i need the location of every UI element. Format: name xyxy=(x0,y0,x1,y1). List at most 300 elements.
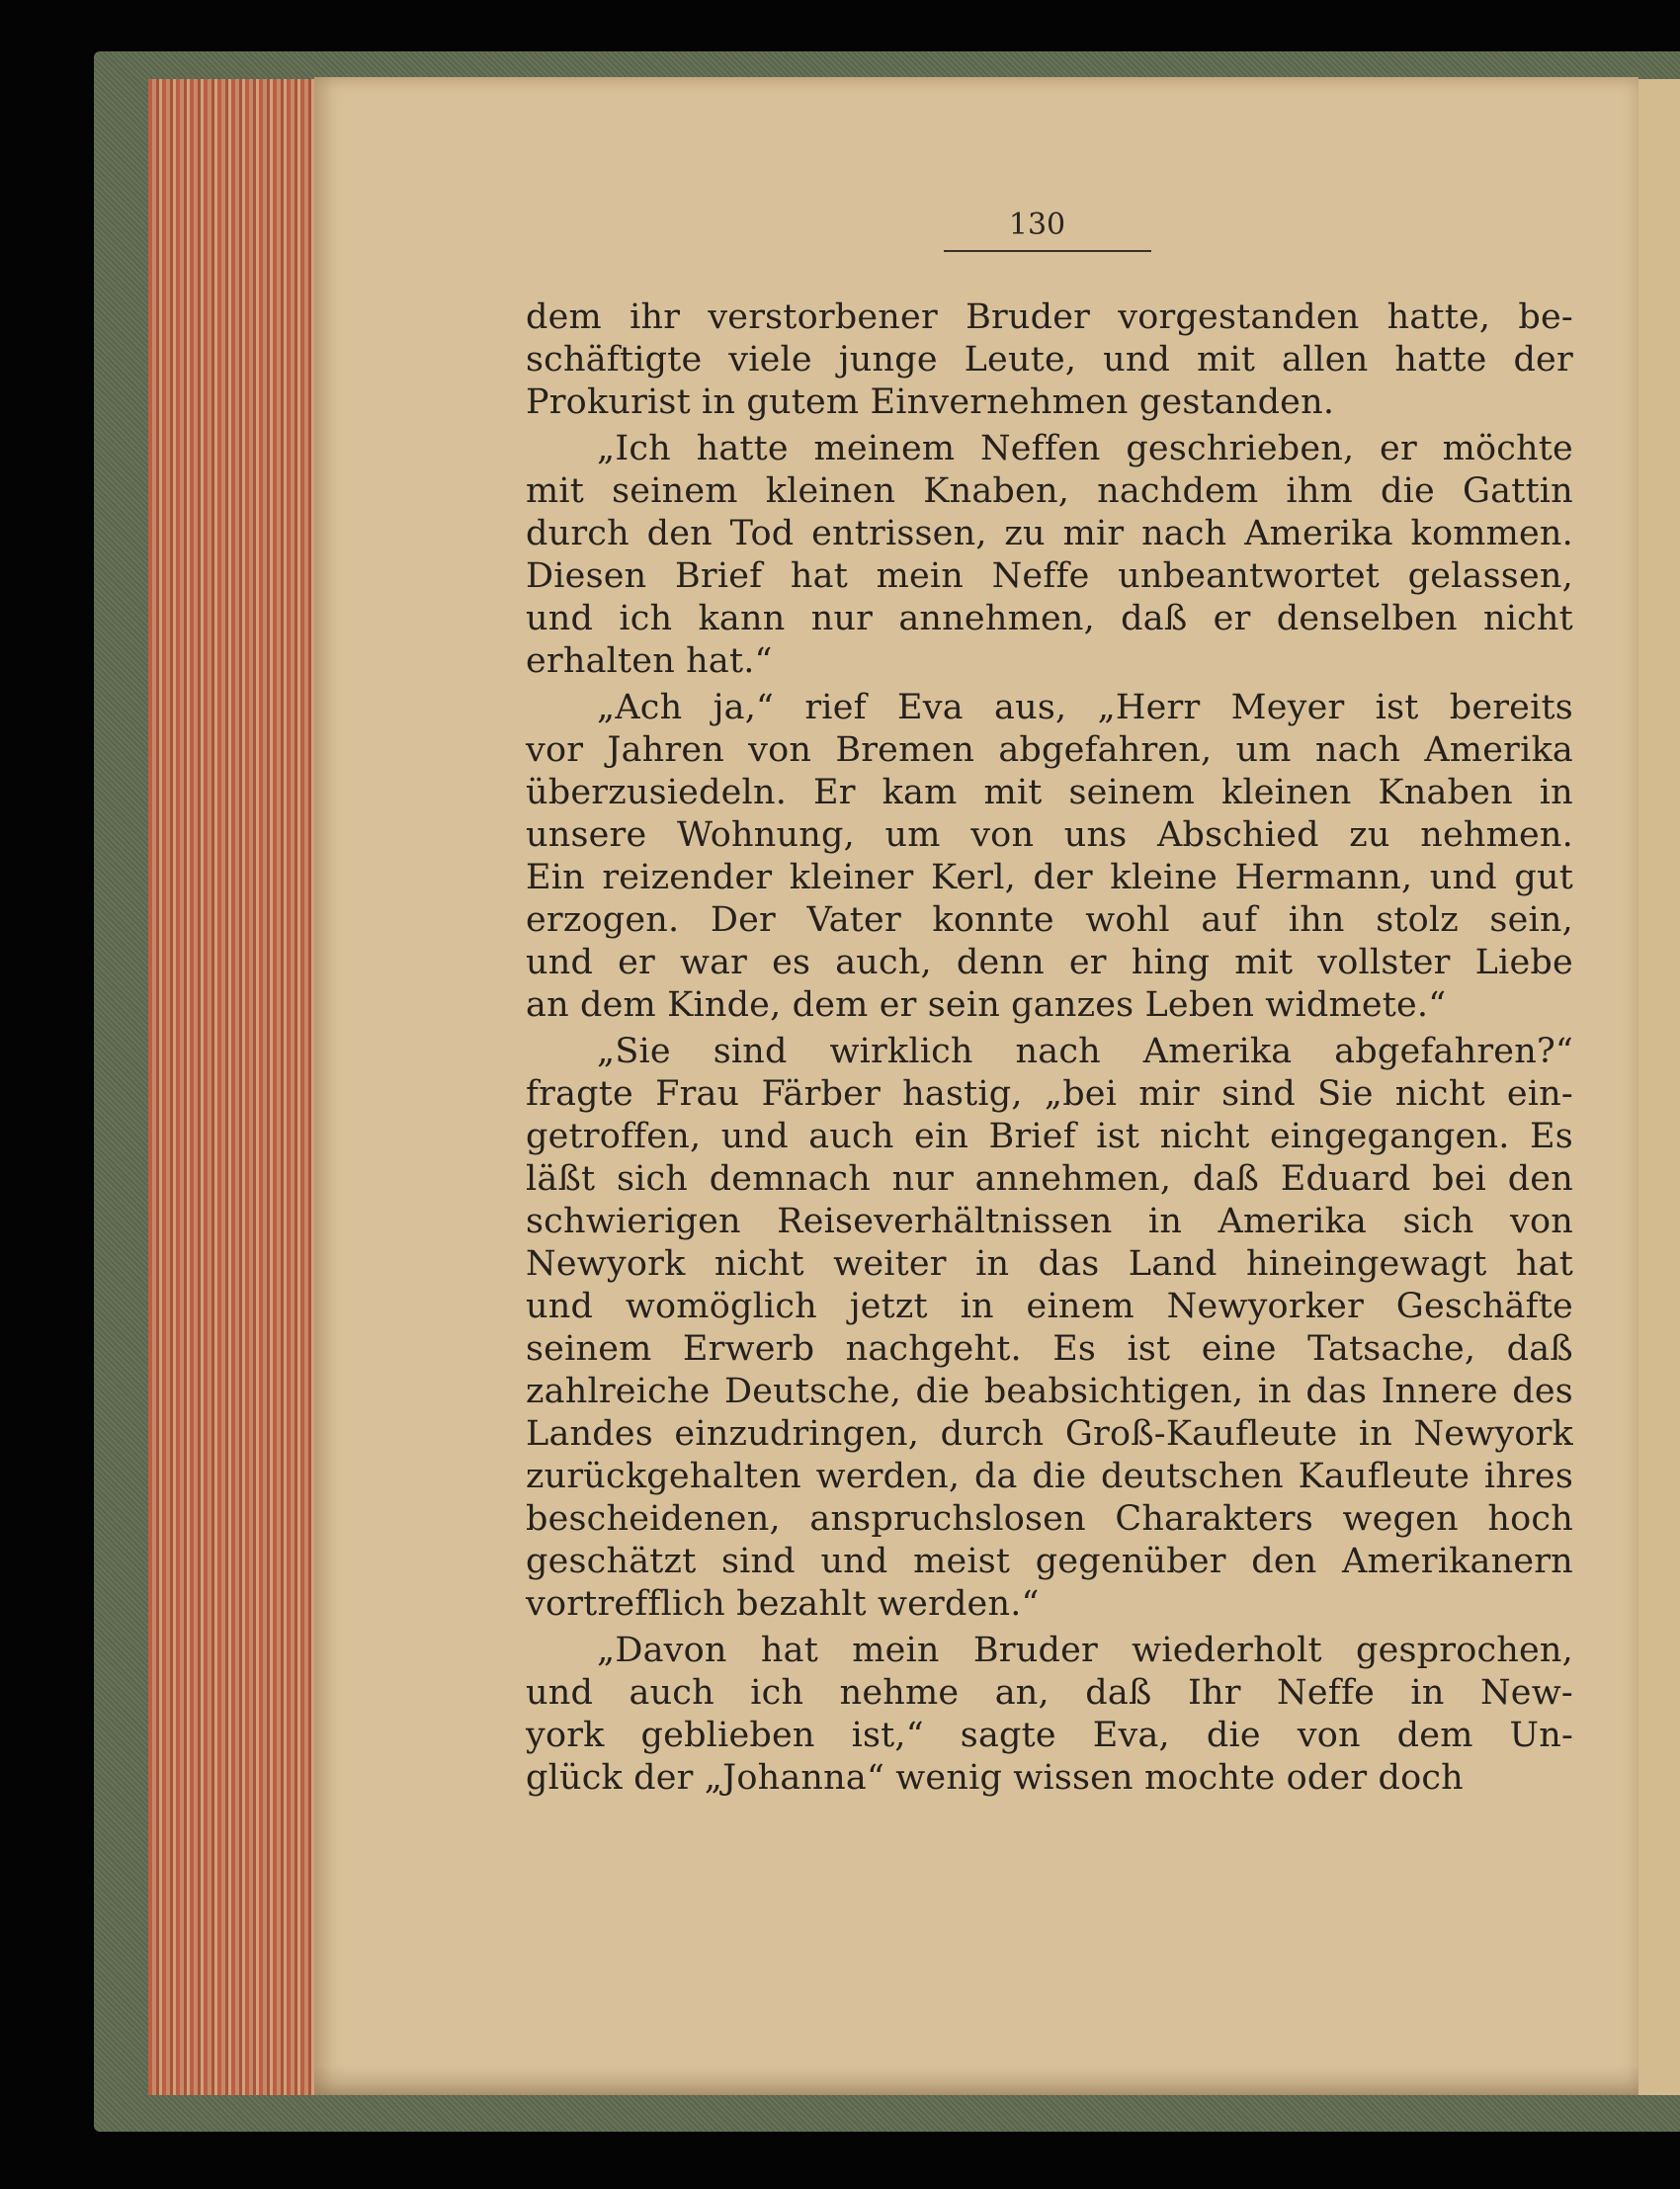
text-word: ich xyxy=(750,1673,804,1713)
text-word: weiter xyxy=(833,1244,947,1284)
text-word: Tatsache, xyxy=(1307,1329,1476,1369)
text-word: Un- xyxy=(1509,1716,1573,1755)
text-word: „Ich xyxy=(597,429,671,468)
text-line xyxy=(526,598,1573,640)
text-word: doch xyxy=(1378,1758,1464,1798)
text-word: „Johanna“ xyxy=(704,1758,885,1798)
text-word: läßt xyxy=(526,1159,596,1199)
text-word: der xyxy=(633,1758,694,1798)
text-word: hing xyxy=(1131,943,1211,982)
text-word: kleinen xyxy=(1220,773,1352,812)
text-word: erhalten xyxy=(526,641,675,681)
text-word: zurückgehalten xyxy=(526,1457,801,1496)
text-word: vor xyxy=(526,730,584,770)
text-word: Meyer xyxy=(1230,688,1345,727)
text-word: nach xyxy=(1314,730,1401,770)
text-word: rief xyxy=(804,688,867,727)
text-word: hat xyxy=(760,1631,818,1670)
text-word: nur xyxy=(810,599,874,638)
text-word: überzusiedeln. xyxy=(526,773,788,812)
text-word: zahlreiche xyxy=(526,1372,711,1411)
text-line xyxy=(526,1630,1573,1672)
text-word: vorgestanden xyxy=(1118,297,1360,337)
text-word: mein xyxy=(852,1631,940,1670)
text-word: erzogen. xyxy=(526,900,680,940)
text-word: denn xyxy=(956,943,1045,982)
text-word: Jahren xyxy=(607,730,724,770)
text-word: in xyxy=(702,382,736,422)
text-word: Er xyxy=(812,773,856,812)
text-line xyxy=(526,1541,1573,1583)
text-word: mochte xyxy=(1143,1758,1276,1798)
text-word: ihres xyxy=(1483,1457,1573,1496)
text-line xyxy=(526,470,1573,513)
text-word: auf xyxy=(1201,900,1258,940)
text-word: fragte xyxy=(526,1074,633,1114)
text-word: daß xyxy=(1121,599,1188,638)
text-word: den xyxy=(1251,1542,1317,1581)
text-word: und xyxy=(820,1542,888,1581)
text-word: gutem xyxy=(746,382,860,422)
text-word: nicht xyxy=(1483,599,1573,638)
text-word: Charakters xyxy=(1115,1499,1313,1539)
text-word: dem xyxy=(792,985,869,1025)
text-word: annehmen, xyxy=(898,599,1095,638)
text-word: Hermann, xyxy=(1234,858,1413,897)
text-word: in xyxy=(975,1244,1010,1284)
text-word: in xyxy=(1358,1414,1392,1454)
text-word: Newyork xyxy=(1413,1414,1573,1454)
text-word: Bruder xyxy=(972,1631,1098,1670)
text-word: demnach xyxy=(709,1159,871,1199)
text-line xyxy=(526,1158,1573,1201)
text-word: bezahlt xyxy=(736,1584,867,1624)
text-line xyxy=(526,1116,1573,1158)
text-word: annehmen, xyxy=(974,1159,1172,1199)
text-line xyxy=(526,1371,1573,1413)
text-word: seinem xyxy=(526,1329,652,1369)
text-word: Bruder xyxy=(966,297,1091,337)
text-word: Deutsche, xyxy=(723,1372,902,1411)
text-word: Liebe xyxy=(1474,943,1573,982)
text-word: Kinde, xyxy=(667,985,782,1025)
text-word: in xyxy=(1257,1372,1292,1411)
text-word: mit xyxy=(983,773,1043,812)
text-word: daß xyxy=(1506,1329,1573,1369)
text-word: dem xyxy=(580,985,656,1025)
text-line xyxy=(526,1456,1573,1498)
text-word: er xyxy=(1380,429,1417,468)
text-word: Erwerb xyxy=(682,1329,815,1369)
text-word: Vater xyxy=(806,900,901,940)
text-word: Kaufleute xyxy=(1298,1457,1470,1496)
text-word: und xyxy=(526,599,594,638)
text-word: viele xyxy=(728,340,812,379)
text-word: sich xyxy=(1402,1202,1474,1241)
page-text xyxy=(526,296,1573,1800)
text-word: daß xyxy=(1192,1159,1260,1199)
text-word: in xyxy=(1147,1202,1183,1241)
text-word: von xyxy=(970,815,1035,855)
text-word: er xyxy=(1213,599,1251,638)
red-page-edges xyxy=(148,79,326,2095)
text-word: Geschäfte xyxy=(1395,1287,1573,1326)
text-word: kam xyxy=(882,773,958,812)
text-word: Leute, xyxy=(964,340,1077,379)
text-word: gut xyxy=(1514,858,1573,897)
text-word: Amerika xyxy=(1424,730,1573,770)
text-word: aus, xyxy=(994,688,1067,727)
text-word: ja,“ xyxy=(713,688,775,727)
text-line xyxy=(526,640,1573,683)
text-word: bescheidenen, xyxy=(526,1499,781,1539)
text-word: junge xyxy=(838,340,938,379)
text-word: gesprochen, xyxy=(1355,1631,1573,1670)
text-word: oder xyxy=(1286,1758,1368,1798)
text-word: nachdem xyxy=(1097,471,1259,511)
text-word: von xyxy=(748,730,812,770)
text-word: stolz xyxy=(1376,900,1459,940)
text-word: glück xyxy=(526,1758,623,1798)
text-word: kleiner xyxy=(789,858,914,897)
text-word: in xyxy=(1539,773,1573,812)
text-word: und xyxy=(1429,858,1497,897)
text-word: Es xyxy=(1052,1329,1097,1369)
text-word: ihm xyxy=(1286,471,1353,511)
text-word: an xyxy=(526,985,569,1025)
text-word: hat xyxy=(790,556,848,596)
text-word: Sie xyxy=(1317,1074,1374,1114)
text-word: meist xyxy=(913,1542,1011,1581)
text-word: schwierigen xyxy=(526,1202,741,1241)
text-word: er xyxy=(879,985,917,1025)
text-word: werden.“ xyxy=(877,1584,1040,1624)
text-word: Reiseverhältnissen xyxy=(777,1202,1113,1241)
text-line xyxy=(526,857,1573,899)
text-word: eingegangen. xyxy=(1269,1117,1510,1156)
text-word: Knaben xyxy=(1378,773,1513,812)
text-word: da xyxy=(973,1457,1018,1496)
text-line xyxy=(526,984,1573,1027)
text-word: Brief xyxy=(674,556,763,596)
text-word: ist xyxy=(1096,1117,1140,1156)
text-word: Newyorker xyxy=(1166,1287,1364,1326)
text-line xyxy=(526,1715,1573,1757)
text-word: „Ach xyxy=(597,688,683,727)
text-word: von xyxy=(1297,1716,1361,1755)
text-word: „Herr xyxy=(1097,688,1201,727)
text-word: beabsichtigen, xyxy=(983,1372,1244,1411)
text-word: getroffen, xyxy=(526,1117,702,1156)
text-word: dem xyxy=(1396,1716,1473,1755)
text-word: kleine xyxy=(1110,858,1218,897)
text-word: das xyxy=(1038,1244,1100,1284)
text-word: hastig, xyxy=(902,1074,1023,1114)
text-word: Amerika xyxy=(1244,514,1393,553)
text-word: womöglich xyxy=(625,1287,817,1326)
text-word: unsere xyxy=(526,815,647,855)
text-line xyxy=(526,1413,1573,1456)
text-word: wegen xyxy=(1342,1499,1459,1539)
text-word: Neffe xyxy=(991,556,1090,596)
text-word: Einvernehmen xyxy=(870,382,1129,422)
text-word: konnte xyxy=(932,900,1054,940)
text-word: um xyxy=(1235,730,1292,770)
text-word: die xyxy=(1206,1716,1261,1755)
text-word: Eduard xyxy=(1280,1159,1411,1199)
text-word: allen xyxy=(1281,340,1369,379)
text-word: des xyxy=(1512,1372,1573,1411)
text-word: Wohnung, xyxy=(676,815,855,855)
text-word: jetzt xyxy=(849,1287,928,1326)
text-word: sind xyxy=(713,1032,788,1071)
text-word: es xyxy=(772,943,811,982)
text-word: New- xyxy=(1479,1673,1573,1713)
text-word: bereits xyxy=(1449,688,1573,727)
text-word: uns xyxy=(1063,815,1128,855)
text-word: Ihr xyxy=(1187,1673,1241,1713)
text-word: das xyxy=(1305,1372,1368,1411)
text-word: „Sie xyxy=(597,1032,671,1071)
text-word: ich xyxy=(619,599,673,638)
page-number: 130 xyxy=(1008,208,1066,242)
text-word: mein xyxy=(876,556,964,596)
text-word: Bremen xyxy=(835,730,975,770)
text-word: mit xyxy=(526,471,585,511)
text-word: abgefahren?“ xyxy=(1334,1032,1573,1071)
text-line xyxy=(526,1583,1573,1626)
text-line xyxy=(526,513,1573,555)
text-word: einzudringen, xyxy=(674,1414,920,1454)
text-word: Eva, xyxy=(1092,1716,1170,1755)
text-word: bei xyxy=(1432,1159,1487,1199)
text-word: die xyxy=(1032,1457,1087,1496)
text-word: Groß-Kaufleute xyxy=(1064,1414,1338,1454)
text-word: nicht xyxy=(1159,1117,1250,1156)
text-word: nicht xyxy=(714,1244,804,1284)
text-word: entrissen, xyxy=(811,514,987,553)
text-word: Amerikanern xyxy=(1342,1542,1573,1581)
text-word: reizender xyxy=(602,858,773,897)
text-word: einem xyxy=(1026,1287,1134,1326)
text-word: eine xyxy=(1201,1329,1277,1369)
text-word: gestanden. xyxy=(1138,382,1335,422)
text-word: ein xyxy=(914,1117,969,1156)
text-word: von xyxy=(1509,1202,1573,1241)
text-word: ist,“ xyxy=(851,1716,924,1755)
text-word: schäftigte xyxy=(526,340,703,379)
text-word: Prokurist xyxy=(526,382,691,422)
page-number-rule xyxy=(944,250,1151,252)
text-word: denselben xyxy=(1276,599,1458,638)
text-line xyxy=(526,687,1573,729)
page-bottom-shadow xyxy=(314,2065,1638,2095)
text-word: nach xyxy=(1015,1032,1101,1071)
text-word: wiederholt xyxy=(1132,1631,1322,1670)
text-word: Brief xyxy=(988,1117,1076,1156)
text-word: durch xyxy=(940,1414,1045,1454)
text-word: sein, xyxy=(1489,900,1573,940)
text-word: york xyxy=(526,1716,605,1755)
text-word: den xyxy=(1507,1159,1573,1199)
text-word: widmete.“ xyxy=(1265,985,1447,1025)
text-word: sind xyxy=(721,1542,796,1581)
text-word: wenig xyxy=(895,1758,1003,1798)
text-word: möchte xyxy=(1442,429,1573,468)
text-word: be- xyxy=(1518,297,1573,337)
text-word: und xyxy=(1103,340,1171,379)
text-word: er xyxy=(1068,943,1107,982)
text-word: Amerika xyxy=(1218,1202,1368,1241)
text-word: geblieben xyxy=(640,1716,815,1755)
text-word: hatte xyxy=(696,429,789,468)
text-word: kann xyxy=(698,599,786,638)
text-word: seinem xyxy=(1068,773,1195,812)
text-word: Tod xyxy=(729,514,795,553)
text-word: Amerika xyxy=(1142,1032,1293,1071)
text-word: und xyxy=(526,943,594,982)
text-word: Neffen xyxy=(979,429,1101,468)
text-word: vortrefflich xyxy=(526,1584,725,1624)
text-word: er xyxy=(618,943,655,982)
text-word: der xyxy=(1513,340,1573,379)
text-word: und xyxy=(526,1287,594,1326)
text-word: daß xyxy=(1085,1673,1152,1713)
text-word: nicht xyxy=(1394,1074,1485,1114)
text-word: gelassen, xyxy=(1407,556,1573,596)
text-word: Gattin xyxy=(1463,471,1573,511)
text-word: nehmen. xyxy=(1420,815,1573,855)
text-word: „bei xyxy=(1044,1074,1118,1114)
text-word: Frau xyxy=(655,1074,740,1114)
text-line xyxy=(526,1672,1573,1715)
text-word: deutschen xyxy=(1100,1457,1284,1496)
text-line xyxy=(526,942,1573,984)
text-word: sein xyxy=(927,985,1000,1025)
text-word: hat xyxy=(1515,1244,1573,1284)
text-word: und xyxy=(720,1117,789,1156)
text-word: Knaben, xyxy=(923,471,1070,511)
text-word: Der xyxy=(710,900,776,940)
text-word: hineingewagt xyxy=(1246,1244,1487,1284)
text-word: kleinen xyxy=(765,471,896,511)
text-word: sagte xyxy=(960,1716,1056,1755)
text-word: geschrieben, xyxy=(1126,429,1355,468)
text-word: kommen. xyxy=(1410,514,1573,553)
text-word: Es xyxy=(1529,1117,1573,1156)
text-word: war xyxy=(679,943,748,982)
text-word: Landes xyxy=(526,1414,653,1454)
text-word: Ein xyxy=(526,858,585,897)
text-word: die xyxy=(915,1372,970,1411)
text-line xyxy=(526,899,1573,942)
text-word: Eva xyxy=(897,688,964,727)
text-word: ihr xyxy=(630,297,681,337)
text-word: ein- xyxy=(1506,1074,1573,1114)
text-word: mit xyxy=(1234,943,1294,982)
text-word: in xyxy=(1410,1673,1445,1713)
text-word: die xyxy=(1381,471,1435,511)
text-word: mir xyxy=(1138,1074,1200,1114)
text-word: Abschied xyxy=(1156,815,1319,855)
text-line xyxy=(526,729,1573,772)
text-word: Diesen xyxy=(526,556,647,596)
text-word: an, xyxy=(994,1673,1050,1713)
text-word: um xyxy=(884,815,941,855)
text-word: hat.“ xyxy=(686,641,773,681)
text-word: ist xyxy=(1375,688,1419,727)
text-word: mir xyxy=(1062,514,1125,553)
text-line xyxy=(526,1201,1573,1243)
text-word: in xyxy=(960,1287,994,1326)
text-word: nehme xyxy=(839,1673,960,1713)
text-word: sind xyxy=(1221,1074,1297,1114)
text-line xyxy=(526,339,1573,381)
text-word: Kerl, xyxy=(930,858,1016,897)
text-word: mit xyxy=(1197,340,1256,379)
text-line xyxy=(526,814,1573,857)
text-word: nachgeht. xyxy=(845,1329,1022,1369)
text-word: Neffe xyxy=(1277,1673,1376,1713)
text-word: und xyxy=(526,1673,594,1713)
text-word: ihn xyxy=(1288,900,1345,940)
text-word: auch xyxy=(808,1117,894,1156)
text-word: nur xyxy=(891,1159,955,1199)
text-word: dem xyxy=(526,297,602,337)
text-word: auch xyxy=(629,1673,714,1713)
text-word: Färber xyxy=(761,1074,882,1114)
text-word: gegenüber xyxy=(1035,1542,1226,1581)
text-word: hoch xyxy=(1487,1499,1573,1539)
text-word: „Davon xyxy=(597,1631,727,1670)
text-word: hatte, xyxy=(1386,297,1491,337)
text-line xyxy=(526,1243,1573,1286)
text-word: Leben xyxy=(1144,985,1255,1025)
text-line xyxy=(526,428,1573,470)
text-line xyxy=(526,555,1573,598)
text-word: Land xyxy=(1128,1244,1218,1284)
text-line xyxy=(526,381,1573,424)
text-word: ist xyxy=(1127,1329,1171,1369)
text-word: abgefahren, xyxy=(998,730,1213,770)
text-line xyxy=(526,1286,1573,1328)
text-line xyxy=(526,296,1573,339)
text-word: werden, xyxy=(815,1457,961,1496)
text-word: durch xyxy=(526,514,630,553)
text-line xyxy=(526,1328,1573,1371)
text-word: der xyxy=(1033,858,1093,897)
text-word: auch, xyxy=(835,943,932,982)
text-word: geschätzt xyxy=(526,1542,697,1581)
text-word: wissen xyxy=(1013,1758,1134,1798)
text-word: den xyxy=(646,514,713,553)
text-line xyxy=(526,1757,1573,1800)
text-word: wirklich xyxy=(829,1032,973,1071)
text-word: vollster xyxy=(1317,943,1451,982)
text-word: sich xyxy=(616,1159,689,1199)
text-word: verstorbener xyxy=(708,297,938,337)
text-line xyxy=(526,1073,1573,1116)
text-word: Innere xyxy=(1381,1372,1498,1411)
right-page-edge xyxy=(1636,79,1680,2095)
text-word: ganzes xyxy=(1011,985,1134,1025)
text-word: meinem xyxy=(813,429,956,468)
text-word: nach xyxy=(1141,514,1227,553)
text-word: anspruchslosen xyxy=(809,1499,1086,1539)
text-word: seinem xyxy=(612,471,738,511)
text-line xyxy=(526,1031,1573,1073)
text-line xyxy=(526,1498,1573,1541)
